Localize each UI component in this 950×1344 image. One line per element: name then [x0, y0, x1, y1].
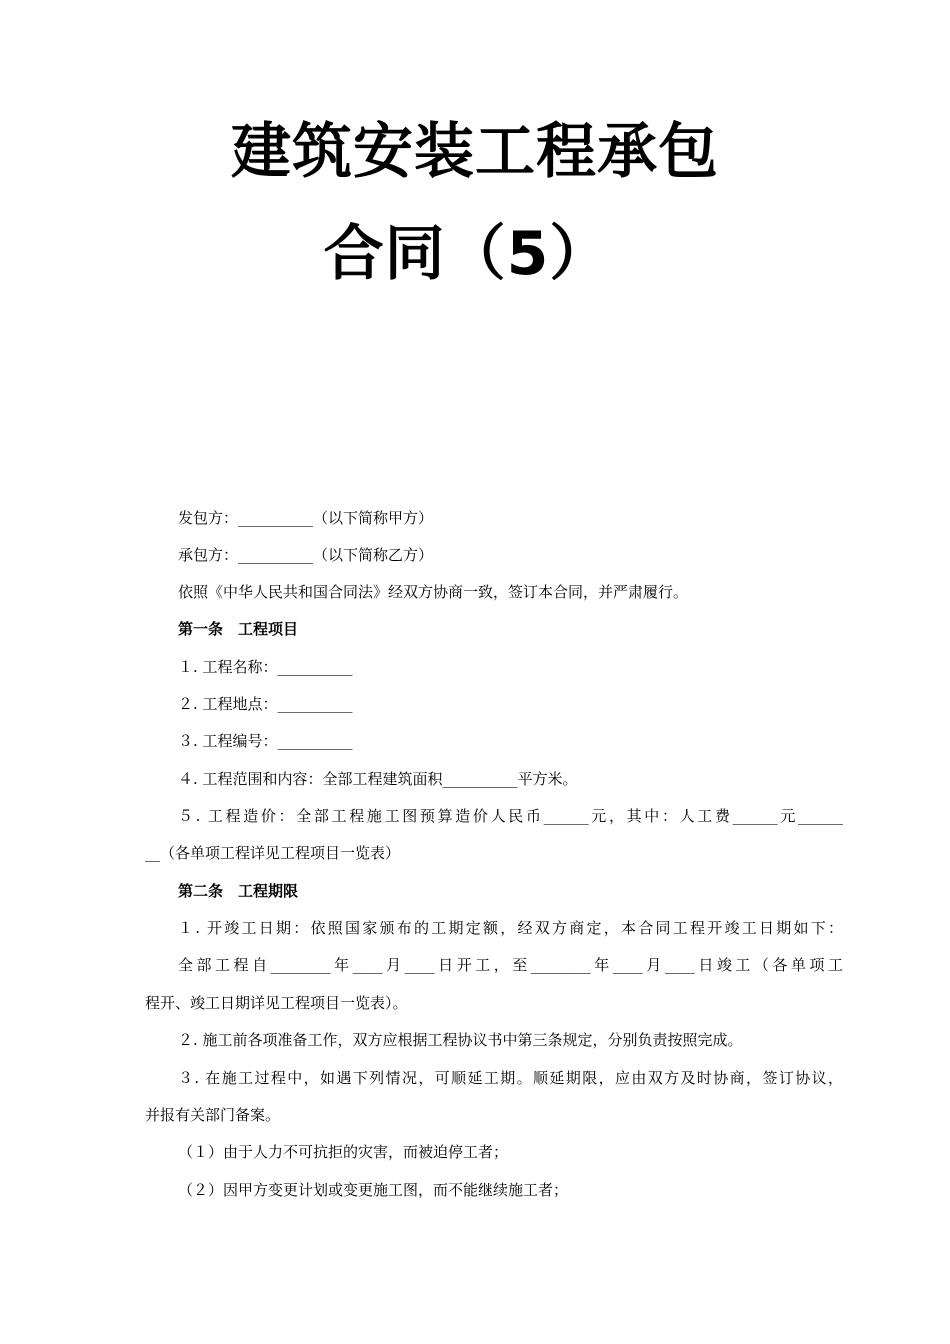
article-2-item-2: ２. 施工前各项准备工作，双方应根据工程协议书中第三条规定，分别负责按照完成。	[178, 1031, 743, 1049]
article-2-item-1: １. 开竣工日期：依照国家颁布的工期定额，经双方商定，本合同工程开竣工日期如下：	[178, 919, 843, 937]
article-1-item-1: １. 工程名称：__________	[178, 658, 353, 676]
preamble-paragraph: 依照《中华人民共和国合同法》经双方协商一致，签订本合同，并严肃履行。	[178, 583, 689, 601]
article-2-item-3-continued: 并报有关部门备案。	[145, 1106, 281, 1124]
article-1-item-5: ５. 工程造价：全部工程施工图预算造价人民币______元，其中：人工费______元______	[178, 807, 843, 825]
article-1-item-3: ３. 工程编号：__________	[178, 732, 353, 750]
article-2-heading: 第二条 工程期限	[178, 882, 299, 900]
article-1-item-4: ４. 工程范围和内容：全部工程建筑面积__________平方米。	[178, 770, 578, 788]
party-a-line: 发包方：__________（以下简称甲方）	[178, 509, 434, 527]
party-b-line: 承包方：__________（以下简称乙方）	[178, 546, 434, 564]
article-1-item-5-continued: __（各单项工程详见工程项目一览表）	[145, 844, 401, 862]
article-2-item-3: ３. 在施工过程中，如遇下列情况，可顺延工期。顺延期限，应由双方及时协商，签订协议，	[178, 1069, 843, 1087]
article-2-item-1-dates: 全部工程自________年____月____日开工，至________年____月____日竣工（各单项工	[178, 956, 843, 974]
article-1-item-2: ２. 工程地点：__________	[178, 695, 353, 713]
article-2-item-3-case-2: （２）因甲方变更计划或变更施工图，而不能继续施工者；	[178, 1181, 569, 1199]
document-title-line-2: 合同（5）	[323, 219, 611, 289]
article-2-item-1-continued: 程开、竣工日期详见工程项目一览表）。	[145, 994, 408, 1012]
document-title-line-1: 建筑安装工程承包	[231, 117, 719, 187]
article-2-item-3-case-1: （１）由于人力不可抗拒的灾害，而被迫停工者；	[178, 1143, 509, 1161]
article-1-heading: 第一条 工程项目	[178, 620, 299, 638]
